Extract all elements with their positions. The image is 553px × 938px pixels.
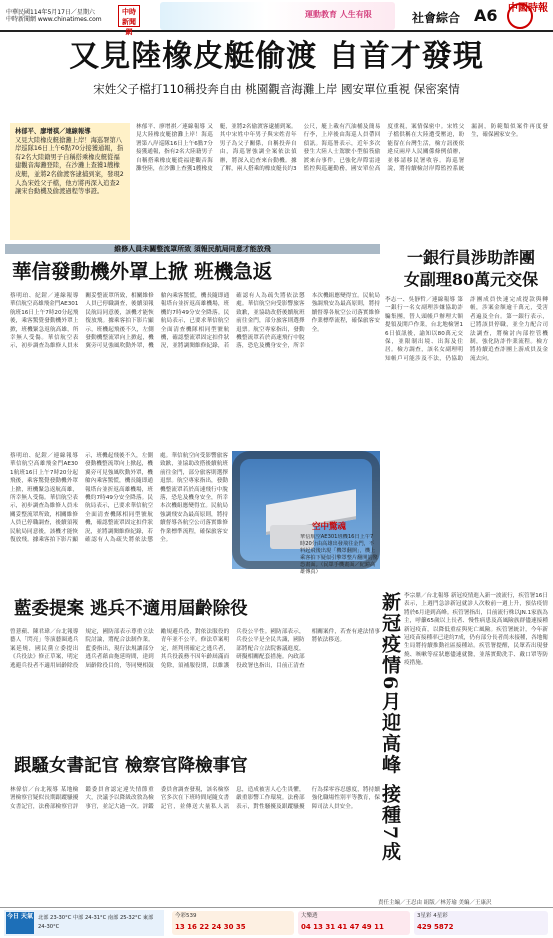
weather-box — [4, 910, 164, 936]
lead-body: 林郁平、廖增祺／連線報導 又見大陸橡皮艇搶灘上岸！海巡署第八岸巡隊16日上午6點7分接獲通報，指有2名大陸籍男子自稱搭乘橡皮艇從福建觀音海灘登陸，在沙灘上查獲1艘橡皮艇，並將2名偷渡客逮捕到案。其中宋姓中年男子與宋姓青年男子為父子關係，自稱投奔自由，海巡署強調全案依法偵辦，將深入追查來台動機。據了解，兩人搭乘的橡皮艇長約3公尺，艇上載有汽油桶及簡易行李，上岸後由海巡人員帶回偵訊。海巡署表示，近年多次發生大陸人士駕駛小型船筏偷渡來台事件，已強化岸際雷達監控與巡邏勤務，國安單位高度重視，案情保密中。宋姓父子檔供稱在大陸遭受壓迫，盼能留在台灣生活，檢方訊後依違反兩岸人民關係條例偵辦，並移請移民署收容。海巡署說，將持續檢討岸際監控系統漏洞，防範類似案件再度發生，確保國家安全。 — [136, 124, 548, 173]
lotto-star-title: 3星彩 4星彩 — [417, 913, 448, 919]
lotto-star-numbers: 429 5872 — [417, 923, 454, 931]
photo-caption-text: 華信航空AE301班機16日上午7時20分由高雄出發飛往金門，不料起飛後出現「機罩翻開」，機上乘客拍下疑似引擎罩整片翻開的驚恐畫面。（民眾手機畫面／紀鎧高雄傳真） — [300, 534, 378, 575]
footer-bar — [0, 907, 553, 938]
brand-text: 中國時報 — [508, 3, 548, 14]
lotto-big-numbers: 04 13 31 41 47 49 11 — [301, 923, 384, 931]
weather-label: 今日 天氣 — [6, 912, 34, 934]
engine-story-body-continued: 蔡明珀、紀鎧／連線報導 華信航空高雄飛金門AE301航班16日上午7時20分起飛後，乘客驚覺發動機外罩上掀，班機緊急返航高雄，所幸無人受傷。華信航空表示，初步調查為維修人員未關妥整流罩所致，相關維修人員已停職調查，後續須報民航局同意後，該機才能恢復放飛。據乘客拍下影片顯示，班機起飛後不久，左側發動機整流罩向上掀起，機翼旁可見強風吹動外罩，機艙內乘客驚慌，機長隨即通報塔台並折返高雄機場，班機約7時49分安全降落。民航局表示，已要求華信航空全面清查機隊相同型號航機，確認整流罩固定扣件狀況，並將調閱維修紀錄，若確認有人為疏失將依法懲處。華信航空向受影響旅客致歉，並協助改搭後續航班前往金門，部分旅客則選擇退票。航空專家指出，發動機整流罩若於高速飛行中脫落，恐危及機身安全，所幸本次機組應變得宜。民航局強調飛安為最高原則，將持續督導各航空公司落實維修作業標準流程，確保旅客安全。 — [10, 453, 228, 544]
clerk-story-headline[interactable]: 跟騷女書記官 檢察官降檢事官 — [14, 756, 248, 776]
photo-caption — [308, 520, 376, 532]
dateline — [6, 9, 102, 23]
lead-story — [0, 34, 553, 244]
weather-text: 北部 23-30°C 中部 24-31°C 南部 25-32°C 東部 24-30°C — [38, 915, 154, 930]
ad-banner-text: 運動教育 人生有限 — [305, 10, 372, 19]
fraud-story-body: 李志一、吳靜哲／連線報導 第一銀行一名女副理涉嫌協助詐騙集團，替人頭帳戶辦理大額提領及開戶作業，台北地檢署16日偵訊後，諭知以80萬元交保，並限制出境、出海及住居。檢方調查，該名女副理明知帳戶可能涉及不法，仍協助詐團成員快速完成提款與轉帳，涉案金額逾千萬元，受害者遍及全台。第一銀行表示，已將該員停職，並全力配合司法調查，將檢討內部控管機制，強化防詐作業流程。檢方將持續追查詐團上游成員及金流去向。 — [385, 297, 548, 362]
brand-ring-icon — [507, 3, 533, 29]
lead-headline[interactable]: 又見陸橡皮艇偷渡 自首才發現 — [69, 39, 484, 74]
chinatimes-brand-logo — [507, 3, 549, 29]
fraud-headline-text: 一銀行員涉助詐團 女副理80萬元交保 — [403, 248, 539, 289]
lotto-539-title: 今彩539 — [175, 913, 197, 919]
section-name: 社會綜合 — [412, 11, 461, 25]
lotto-539-numbers: 13 16 22 24 30 35 — [175, 923, 246, 931]
fraud-story-headline[interactable] — [397, 247, 545, 291]
military-story-headline[interactable]: 藍委提案 逃兵不適用屆齡除役 — [14, 599, 248, 619]
editor-credits: 責任主編／王忍由 組版／林芳瑜 美編／王康沢 — [378, 900, 492, 906]
lotto-star-box — [414, 911, 548, 935]
website-text: 中時新聞網 www.chinatimes.com — [6, 16, 102, 23]
page-number: A6 — [474, 6, 498, 25]
lead-summary-text: 又見大陸橡皮艇搶灘上岸！海巡署第八岸巡隊16日上午6點70分接獲通報，指有2名大陸籍男子自稱搭乘橡皮艇從福建觀音海灘登陸，在沙灘上查獲1艘橡皮艇，並將2名偷渡客逮捕到案，發現2人為宋姓父子檔，他方將再深入追查2讓宋台動機及偷渡過程等事證。 — [15, 136, 124, 196]
covid-story-headline[interactable]: 新冠疫情6月迎高峰 接種7成 — [379, 592, 401, 863]
section-bar: 維修人員未關整流罩所致 須報民航局同意才能放飛 — [5, 244, 380, 254]
engine-story-headline[interactable]: 華信發動機外罩上掀 班機急返 — [12, 260, 273, 283]
chinatimes-news-logo: 中時 新聞網 — [118, 5, 140, 27]
masthead — [0, 0, 553, 36]
engine-story-body: 蔡明珀、紀鎧／連線報導 華信航空高雄飛金門AE301航班16日上午7時20分起飛後，乘客驚覺發動機外罩上掀，班機緊急返航高雄，所幸無人受傷。華信航空表示，初步調查為維修人員未關妥整流罩所致，相關維修人員已停職調查，後續須報民航局同意後，該機才能恢復放飛。據乘客拍下影片顯示，班機起飛後不久，左側發動機整流罩向上掀起，機翼旁可見強風吹動外罩，機艙內乘客驚慌，機長隨即通報塔台並折返高雄機場，班機約7時49分安全降落。民航局表示，已要求華信航空全面清查機隊相同型號航機，確認整流罩固定扣件狀況，並將調閱維修紀錄，若確認有人為疏失將依法懲處。華信航空向受影響旅客致歉，並協助改搭後續航班前往金門，部分旅客則選擇退票。航空專家指出，發動機整流罩若於高速飛行中脫落，恐危及機身安全，所幸本次機組應變得宜。民航局強調飛安為最高原則，將持續督導各航空公司落實維修作業標準流程，確保旅客安全。 — [10, 293, 380, 350]
military-story-body: 曾薏蘋、陳君瑋／台北報導 藝人「閃亮」等演藝圈逃兵案延燒，國民黨立委提出《兵役法》修正草案，明定逃避兵役者不適用屆齡除役規定，國防部表示尊重立法院討論，將配合法制作業。藍委指出，現行法規讓部分逃兵者藉由拖延時間，達到屆齡除役目的，等同變相鼓勵規避兵役，對依法服役的青年並不公平。修法草案明定，經判刑確定之逃兵者，其兵役義務不因年齡屆滿而免除，須補服役期，以維護兵役公平性。國防部表示，兵役公平是全民共識，國防部將配合立法院審議進度，研擬相關配套措施。內政部役政署也指出，目前正清查相關案件，若查有違法情事將依法移送。 — [10, 629, 380, 669]
lotto-big-box — [298, 911, 410, 935]
photo-caption-title: 空中驚魂 — [312, 522, 347, 532]
lotto-539-box — [172, 911, 294, 935]
lead-summary-byline: 林郁平、廖增祺／連線報導 — [15, 128, 91, 135]
lead-summary-box — [10, 123, 130, 240]
lotto-big-title: 大樂透 — [301, 913, 318, 919]
covid-story-body: 李宗鼎／台北報導 新冠疫情進入新一波流行，疾管署16日表示，上週門急診新冠就診人次較前一週上升，預估疫情將於6月達到高峰。疾管署指出，目前流行株以JN.1家族為主，呼籲65歲以上長者、慢性病患及高風險族群儘速接種新冠疫苗，以降低重症與死亡風險。疾管署統計，今年新冠疫苗接種率已達約7成，仍有部分長者尚未接種，各地衛生局將持續推動社區接種站。疾管署提醒，民眾若出現發燒、咳嗽等症狀應儘速就醫，並落實勤洗手、戴口罩等防疫措施。 — [404, 593, 548, 667]
clerk-story-body: 林偉信／台北報導 某地檢署檢察官疑似長期跟蹤騷擾女書記官，法務部檢察官評鑑委員會認定違失情節重大，決議予以降級改敘為檢事官，並記大過一次。評鑑委員會調查發現，該名檢察官多次在下班時間尾隨女書記官，並傳送大量私人訊息，造成被害人心生畏懼，嚴重影響工作環境。法務部表示，對性騷擾及跟蹤騷擾行為採零容忍態度，將持續強化職場性別平等教育，保障司法人員安全。 — [10, 787, 380, 810]
lead-subhead: 宋姓父子檔打110稱投奔自由 桃園觀音海灘上岸 國安單位重視 保密案情 — [93, 82, 460, 96]
date-text: 中華民國114年5月17日／星期六 — [6, 9, 95, 16]
ad-banner[interactable] — [160, 2, 395, 30]
